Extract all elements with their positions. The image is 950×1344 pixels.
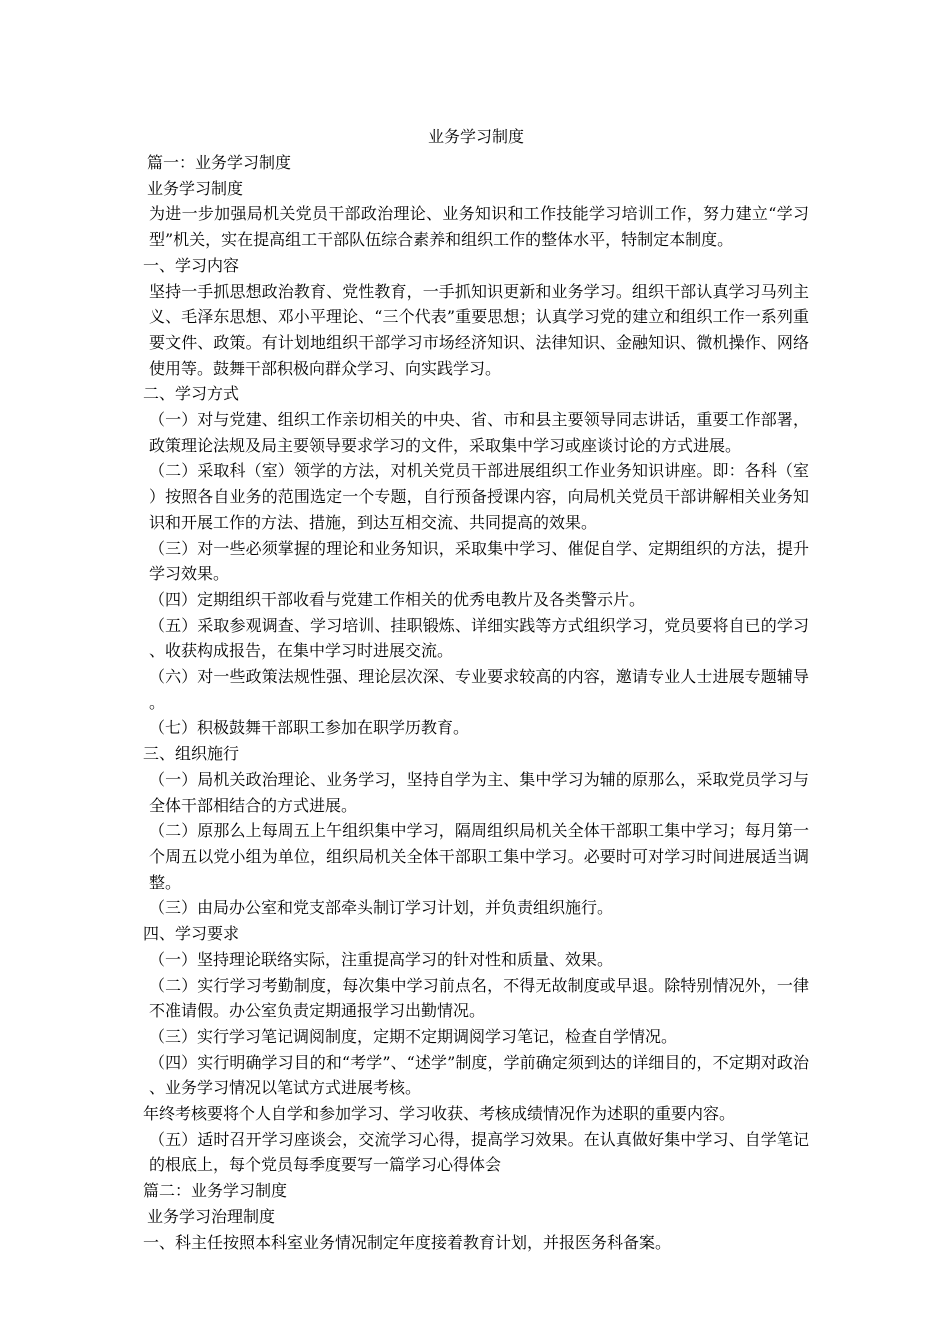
paragraph: 一、科主任按照本科室业务情况制定年度接着教育计划，并报医务科备案。 xyxy=(143,1232,672,1252)
paragraph: （五）采取参观调查、学习培训、挂职锻炼、详细实践等方式组织学习，党员要将自已的学习、收获构成报告，在集中学习时进展交流。 xyxy=(149,615,809,661)
paragraph: （一）坚持理论联络实际，注重提高学习的针对性和质量、效果。 xyxy=(149,949,614,969)
document-title: 业务学习制度 xyxy=(427,127,524,146)
paragraph: （三）对一些必须掌握的理论和业务知识，采取集中学习、催促自学、定期组织的方法，提升学习效果。 xyxy=(149,538,809,584)
paragraph: 篇二：业务学习制度 xyxy=(143,1181,288,1201)
paragraph: 业务学习治理制度 xyxy=(147,1206,276,1226)
paragraph: 年终考核要将个人自学和参加学习、学习收获、考核成绩情况作为述职的重要内容。 xyxy=(143,1104,736,1124)
paragraph: 二、学习方式 xyxy=(143,384,240,404)
paragraph: （三）实行学习笔记调阅制度，定期不定期调阅学习笔记，检查自学情况。 xyxy=(149,1026,678,1046)
paragraph: （一）局机关政治理论、业务学习，坚持自学为主、集中学习为辅的原那么，采取党员学习与全体干部相结合的方式进展。 xyxy=(149,769,809,815)
paragraph: 四、学习要求 xyxy=(143,924,240,944)
paragraph: 篇一：业务学习制度 xyxy=(147,153,292,172)
paragraph: （三）由局办公室和党支部牵头制订学习计划，并负责组织施行。 xyxy=(149,898,614,918)
paragraph: （二）采取科（室）领学的方法，对机关党员干部进展组织工作业务知识讲座。即：各科（室）按照各自业务的范围选定一个专题，自行预备授课内容，向局机关党员干部讲解相关业务知识和开展工作的方法、措施，到达互相交流、共同提高的效果。 xyxy=(149,461,809,532)
paragraph: （五）适时召开学习座谈会，交流学习心得，提高学习效果。在认真做好集中学习、自学笔记的根底上，每个党员每季度要写一篇学习心得体会 xyxy=(149,1129,809,1175)
paragraph: （二）原那么上每周五上午组织集中学习，隔周组织局机关全体干部职工集中学习；每月第一个周五以党小组为单位，组织局机关全体干部职工集中学习。必要时可对学习时间进展适当调整。 xyxy=(149,821,809,892)
paragraph: 一、学习内容 xyxy=(143,255,240,275)
paragraph: （二）实行学习考勤制度，每次集中学习前点名，不得无故制度或早退。除特别情况外，一律不准请假。办公室负责定期通报学习出勤情况。 xyxy=(149,975,809,1021)
paragraph: 为进一步加强局机关党员干部政治理论、业务知识和工作技能学习培训工作，努力建立“学习型”机关，实在提高组工干部队伍综合素养和组织工作的整体水平，特制定本制度。 xyxy=(149,204,809,250)
paragraph: （四）实行明确学习目的和“考学”、“述学”制度，学前确定须到达的详细目的，不定期对政治、业务学习情况以笔试方式进展考核。 xyxy=(149,1052,809,1098)
paragraph: （四）定期组织干部收看与党建工作相关的优秀电教片及各类警示片。 xyxy=(149,589,646,609)
document-body xyxy=(143,125,809,1255)
paragraph-list xyxy=(143,150,809,1255)
paragraph: 业务学习制度 xyxy=(147,178,244,198)
paragraph: （六）对一些政策法规性强、理论层次深、专业要求较高的内容，邀请专业人士进展专题辅导。 xyxy=(149,667,809,712)
paragraph: （一）对与党建、组织工作亲切相关的中央、省、市和县主要领导同志讲话，重要工作部署，政策理论法规及局主要领导要求学习的文件，采取集中学习或座谈讨论的方式进展。 xyxy=(149,410,809,455)
paragraph: （七）积极鼓舞干部职工参加在职学历教育。 xyxy=(149,718,470,738)
paragraph: 坚持一手抓思想政治教育、党性教育，一手抓知识更新和业务学习。组织干部认真学习马列主义、毛泽东思想、邓小平理论、“三个代表”重要思想；认真学习党的建立和组织工作一系列重要文件、政策。有计划地组织干部学习市场经济知识、法律知识、金融知识、微机操作、网络使用等。鼓舞干部积极向群众学习、向实践学习。 xyxy=(149,281,809,378)
paragraph: 三、组织施行 xyxy=(143,744,240,764)
